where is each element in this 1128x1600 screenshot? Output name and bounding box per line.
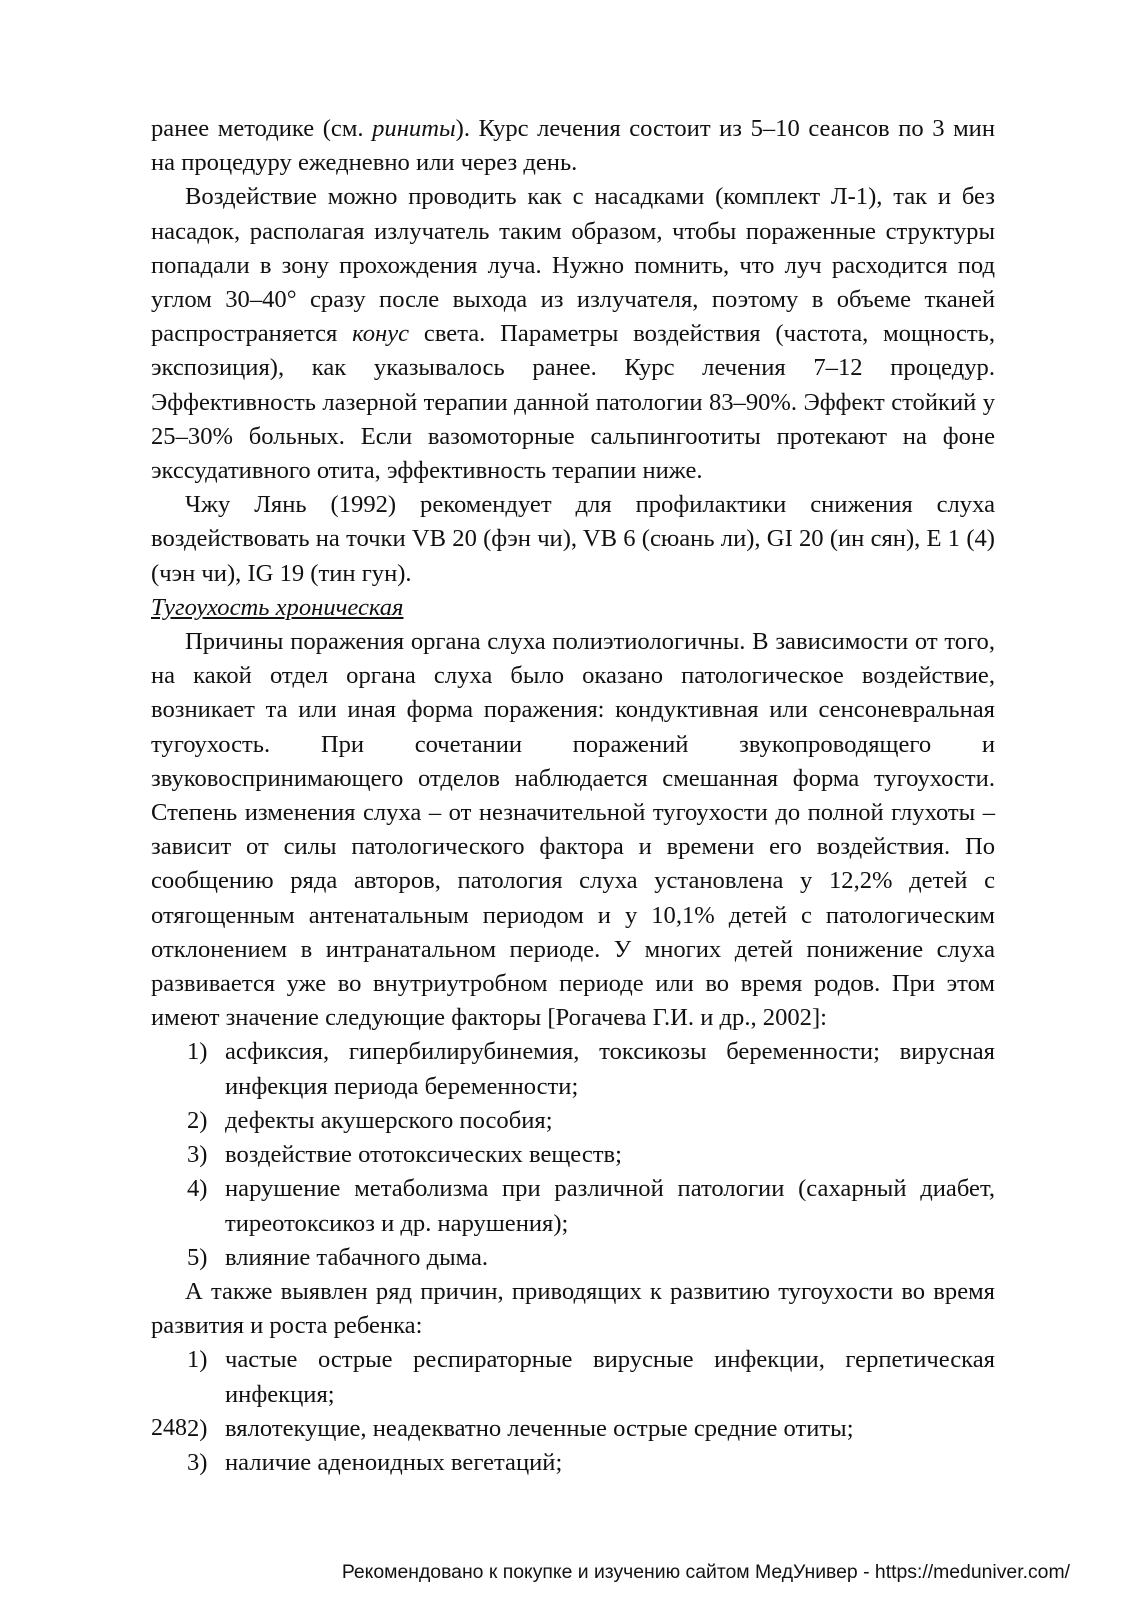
paragraph-1: ранее методике (см. риниты). Курс лечения состоит из 5–10 сеансов по 3 мин на процедуру ежедневно или через день. [151,115,995,177]
page-body [151,112,995,1480]
paragraph-3: Чжу Лянь (1992) рекомендует для профилактики снижения слуха воздействовать на точки VB 20 (фэн чи), VB 6 (сюань ли), GI 20 (ин сян), E 1 (4) (чэн чи), IG 19 (тин гун). [151,491,995,587]
paragraph-4: Причины поражения органа слуха полиэтиологичны. В зависимости от того, на какой отдел органа слуха было оказано патологическое воздействие, возникает та или иная форма поражения: кондуктивная или сенсоневральная тугоухость. При сочетании поражений звукопроводящего и звуковоспринимающего отделов наблюдается смешанная форма тугоухости. Степень изменения слуха – от незначительной тугоухости до полной глухоты – зависит от силы патологического фактора и времени его воздействия. По сообщению ряда авторов, патология слуха установлена у 12,2% детей с отягощенным антенатальным периодом и у 10,1% детей с патологическим отклонением в интранатальном периоде. У многих детей понижение слуха развивается уже во внутриутробном периоде или во время родов. При этом имеют значение следующие факторы [Рогачева Г.И. и др., 2002]: [151,628,995,1032]
emphasis-cone: конус [352,320,410,348]
list-item: 3) наличие аденоидных вегетаций; [187,1448,563,1476]
reference-rhinitis: риниты [372,115,456,142]
footer-link[interactable]: Рекомендовано к покупке и изучению сайтом МедУнивер - https://meduniver.com/ [341,1561,1070,1583]
list-item: 1) асфиксия, гипербилирубинемия, токсикозы беременности; вирусная инфекция периода беременности; [187,1038,995,1100]
list-item: 5) влияние табачного дыма. [187,1243,489,1271]
list-item: 1) частые острые респираторные вирусные инфекции, герпетическая инфекция; [187,1346,995,1408]
list-item: 2) дефекты акушерского пособия; [187,1106,553,1134]
list-item: 4) нарушение метаболизма при различной патологии (сахарный диабет, тиреотоксикоз и др. нарушения); [187,1175,995,1237]
paragraph-2: Воздействие можно проводить как с насадками (комплект Л-1), так и без насадок, располагая излучатель таким образом, чтобы пораженные структуры попадали в зону прохождения луча. Нужно помнить, что луч расходится под углом 30–40° сразу после выхода из излучателя, поэтому в объеме тканей распространяется конус света. Параметры воздействия (частота, мощность, экспозиция), как указывалось ранее. Курс лечения 7–12 процедур. Эффективность лазерной терапии данной патологии 83–90%. Эффект стойкий у 25–30% больных. Если вазомоторные сальпингоотиты протекают на фоне экссудативного отита, эффективность терапии ниже. [151,183,995,485]
list-item: 2) вялотекущие, неадекватно леченные острые средние отиты; [187,1414,854,1442]
page-number: 248 [151,1415,187,1441]
section-heading: Тугоухость хроническая [151,593,404,621]
paragraph-5: А также выявлен ряд причин, приводящих к развитию тугоухости во время развития и роста ребенка: [151,1277,995,1340]
factors-list [151,1035,995,1274]
list-item: 3) воздействие ототоксических веществ; [187,1141,622,1169]
causes-list [151,1343,995,1480]
